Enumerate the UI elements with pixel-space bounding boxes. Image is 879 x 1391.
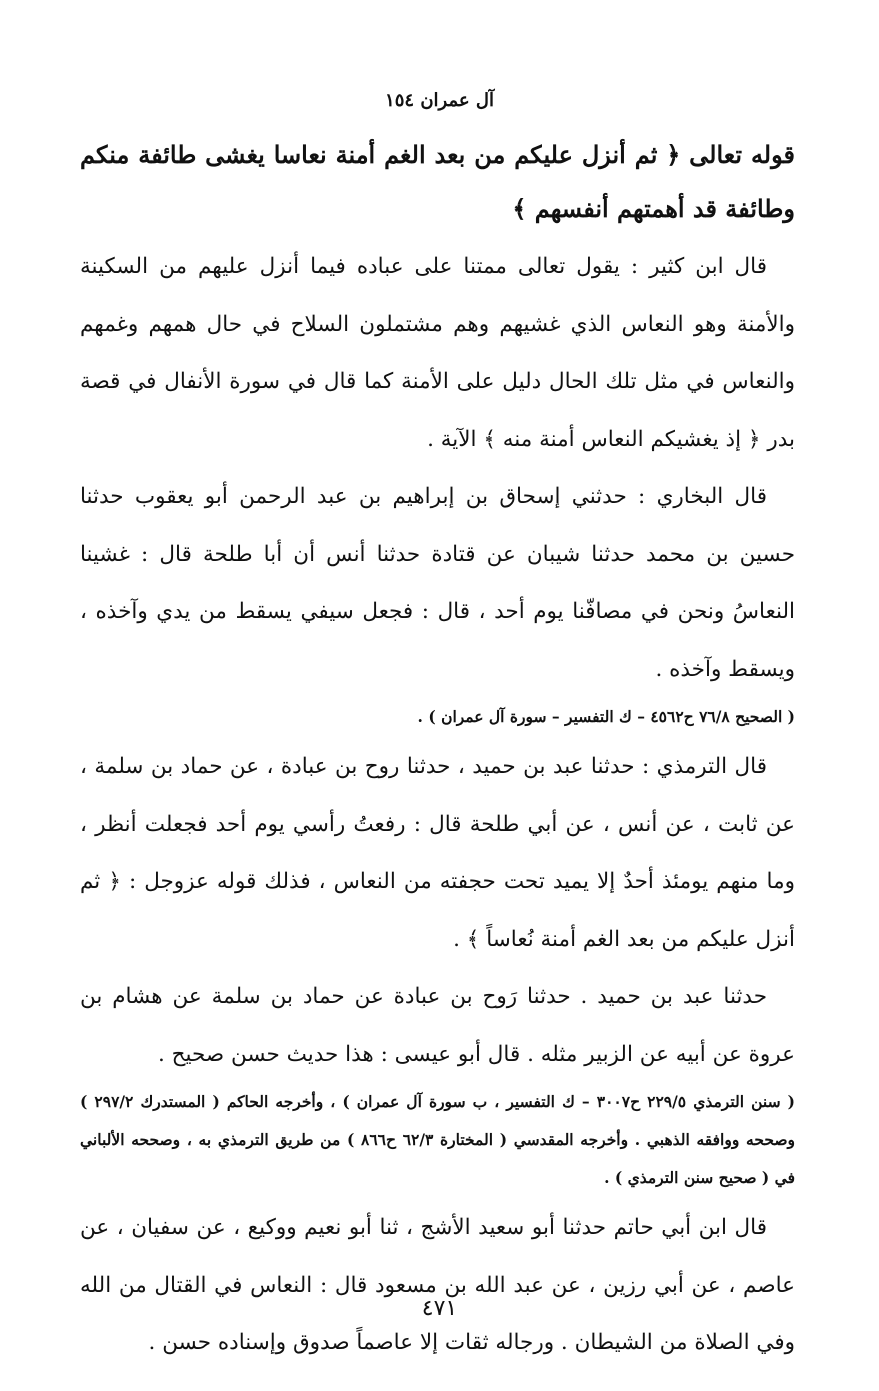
running-head: آل عمران ١٥٤ (385, 90, 494, 111)
paragraph-tirmidhi-second-chain: حدثنا عبد بن حميد . حدثنا رَوح بن عبادة عن حماد بن سلمة عن هشام بن عروة عن أبيه عن الزبير مثله . قال أبو عيسى : هذا حديث حسن صحيح . (80, 984, 795, 1067)
footnote-tirmidhi-reference: ( سنن الترمذي ٢٢٩/٥ ح٣٠٠٧ – ك التفسير ، ب سورة آل عمران ) ، وأخرجه الحاكم ( المستدرك ٢٩٧/٢ ) وصححه ووافقه الذهبي . وأخرجه المقدسي ( المختارة ٦٢/٣ ح٨٦٦ ) من طريق الترمذي به ، وصححه الألباني في ( صحيح سنن الترمذي ) . (80, 1092, 795, 1187)
verse-heading: قوله تعالى ﴿ ثم أنزل عليكم من بعد الغم أمنة نعاسا يغشى طائفة منكم وطائفة قد أهمتهم أنفسهم ﴾ (80, 140, 795, 223)
page-body (80, 128, 795, 1372)
paragraph-ibn-abi-hatim: قال ابن أبي حاتم حدثنا أبو سعيد الأشج ، ثنا أبو نعيم ووكيع ، عن سفيان ، عن عاصم ، عن أبي رزين ، عن عبد الله بن مسعود قال : النعاس في القتال من الله وفي الصلاة من الشيطان . ورجاله ثقات إلا عاصماً صدوق وإسناده حسن . (80, 1215, 795, 1355)
footnote-bukhari-reference: ( الصحيح ٧٦/٨ ح٤٥٦٢ – ك التفسير – سورة آل عمران ) . (417, 707, 795, 726)
page-number: ٤٧١ (421, 1296, 458, 1321)
paragraph-tirmidhi: قال الترمذي : حدثنا عبد بن حميد ، حدثنا روح بن عبادة ، عن حماد بن سلمة ، عن ثابت ، عن أنس ، عن أبي طلحة قال : رفعتُ رأسي يوم أحد فجعلت أنظر ، وما منهم يومئذ أحدٌ إلا يميد تحت حجفته من النعاس ، فذلك قوله عزوجل : ﴿ ثم أنزل عليكم من بعد الغم أمنة نُعاساً ﴾ . (80, 754, 795, 952)
paragraph-bukhari: قال البخاري : حدثني إسحاق بن إبراهيم بن عبد الرحمن أبو يعقوب حدثنا حسين بن محمد حدثنا شيبان عن قتادة حدثنا أنس أن أبا طلحة قال : غشينا النعاسُ ونحن في مصافّنا يوم أحد ، قال : فجعل سيفي يسقط من يدي وآخذه ، ويسقط وآخذه . (80, 484, 795, 682)
paragraph-ibn-kathir: قال ابن كثير : يقول تعالى ممتنا على عباده فيما أنزل عليهم من السكينة والأمنة وهو النعاس الذي غشيهم وهم مشتملون السلاح في حال همهم وغمهم والنعاس في مثل تلك الحال دليل على الأمنة كما قال في سورة الأنفال في قصة بدر ﴿ إذ يغشيكم النعاس أمنة منه ﴾ الآية . (80, 254, 795, 452)
